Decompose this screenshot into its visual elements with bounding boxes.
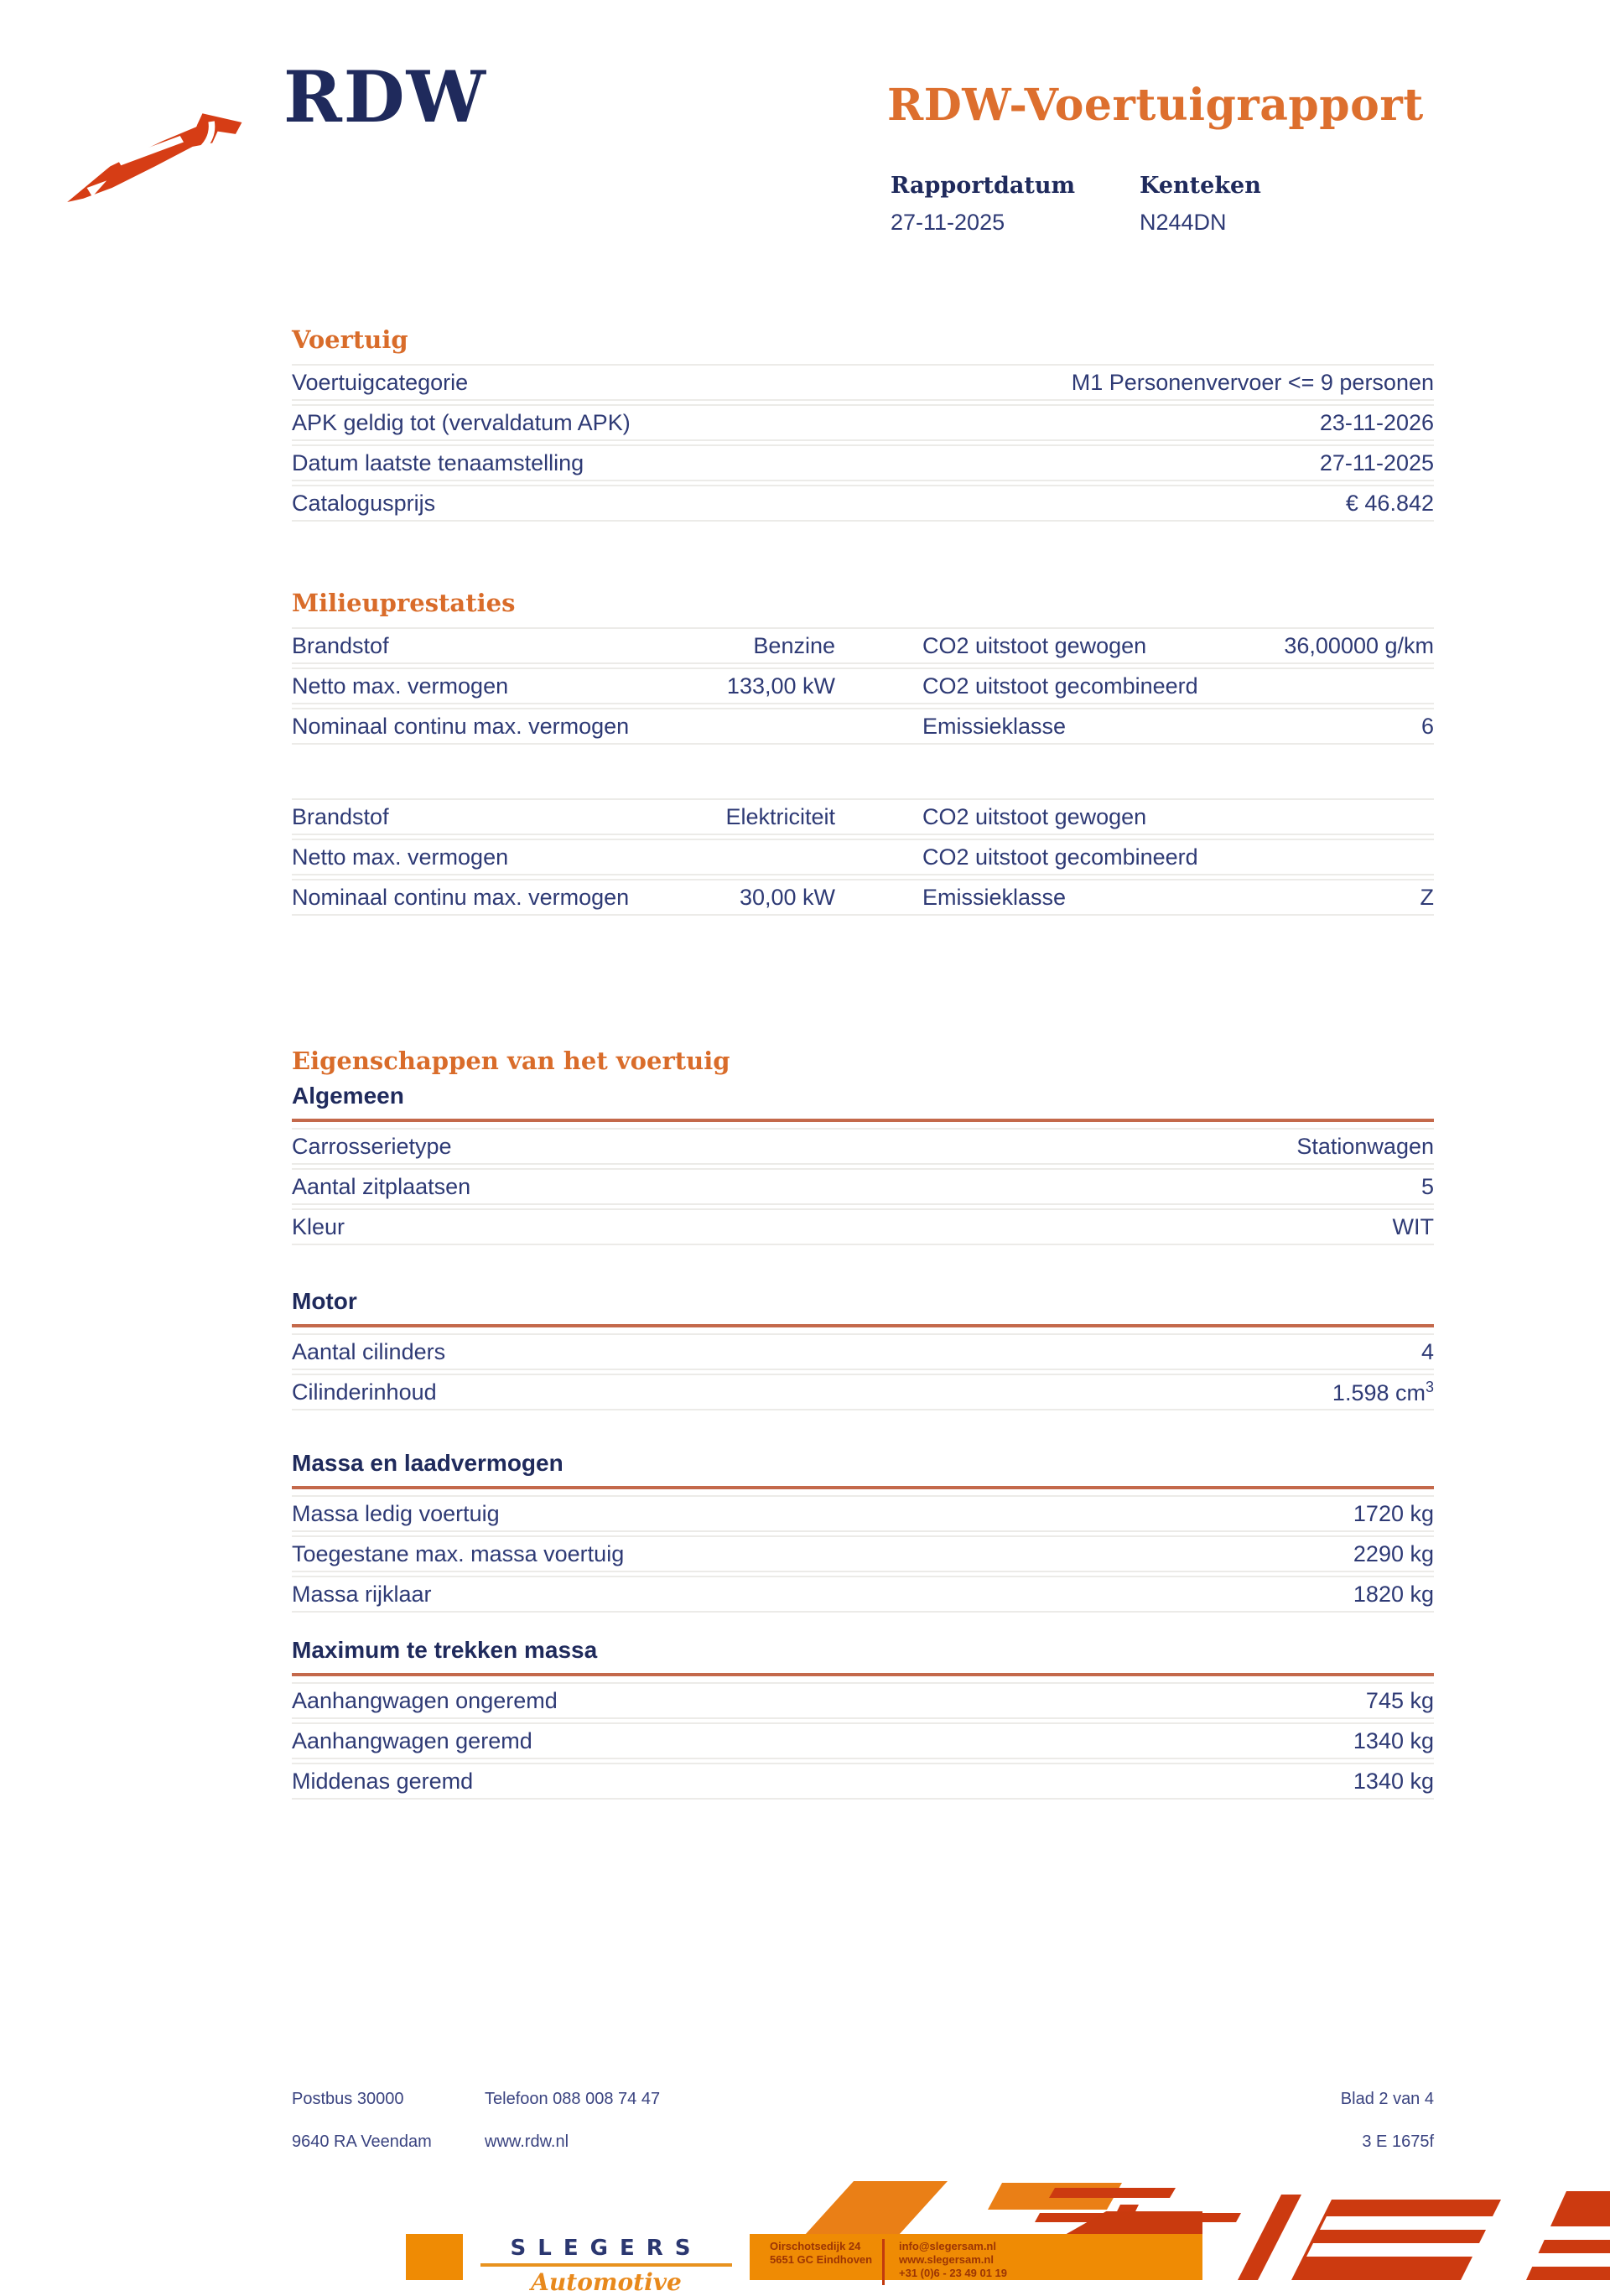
subsection-algemeen xyxy=(292,1128,1434,1245)
table-row xyxy=(292,839,1434,875)
footer-row xyxy=(292,2132,1434,2152)
table-row xyxy=(292,1763,1434,1800)
row-label: Aanhangwagen geremd xyxy=(292,1727,532,1753)
report-meta xyxy=(891,173,1389,236)
row-value: 1820 kg xyxy=(1353,1581,1434,1607)
rdw-feather-logo-icon xyxy=(65,99,262,212)
table-row xyxy=(292,1495,1434,1532)
section-voertuig xyxy=(292,325,1434,525)
footer-city: 9640 RA Veendam xyxy=(292,2132,432,2151)
slegers-website: www.slegersam.nl xyxy=(899,2253,994,2266)
report-date-block xyxy=(891,173,1140,236)
footer-phone: Telefoon 088 008 74 47 xyxy=(485,2090,661,2108)
table-row xyxy=(292,444,1434,481)
report-date-label: Rapportdatum xyxy=(891,173,1076,199)
table-row xyxy=(292,879,1434,916)
row-label: Brandstof xyxy=(292,632,389,658)
row-value: 1340 kg xyxy=(1353,1727,1434,1753)
slegers-tagline: Automotive xyxy=(531,2268,682,2296)
slegers-email: info@slegersam.nl xyxy=(899,2240,996,2252)
table-row xyxy=(292,1722,1434,1759)
subsection-heading-massa: Massa en laadvermogen xyxy=(292,1449,1434,1489)
footer-website-link[interactable]: www.rdw.nl xyxy=(485,2132,569,2151)
row-label: CO2 uitstoot gecombineerd xyxy=(922,673,1198,699)
table-row xyxy=(292,1333,1434,1370)
footer-page-number: Blad 2 van 4 xyxy=(1340,2090,1434,2108)
slegers-underline xyxy=(480,2263,732,2267)
slegers-address: Oirschotsedijk 24 5651 GC Eindhoven xyxy=(770,2240,873,2266)
table-row xyxy=(292,364,1434,401)
rdw-wordmark: RDW xyxy=(283,55,487,138)
row-label: Massa ledig voertuig xyxy=(292,1500,500,1526)
section-eigenschappen xyxy=(292,1047,1434,1803)
section-heading: Voertuig xyxy=(292,325,408,354)
slegers-phone: +31 (0)6 - 23 49 01 19 xyxy=(899,2267,1008,2279)
row-label: Datum laatste tenaamstelling xyxy=(292,449,584,475)
row-value: Elektriciteit xyxy=(725,803,835,829)
slegers-logo xyxy=(463,2234,750,2296)
row-label: Nominaal continu max. vermogen xyxy=(292,884,630,910)
row-value: Benzine xyxy=(753,632,835,658)
row-value: 23-11-2026 xyxy=(1319,409,1434,435)
row-label: Netto max. vermogen xyxy=(292,673,509,699)
superscript: 3 xyxy=(1425,1378,1434,1395)
row-label: Voertuigcategorie xyxy=(292,369,469,395)
row-value: 133,00 kW xyxy=(726,673,835,699)
row-value: WIT xyxy=(1392,1213,1434,1239)
row-label: Aantal cilinders xyxy=(292,1338,446,1364)
row-value: 1340 kg xyxy=(1353,1768,1434,1794)
row-label: Kleur xyxy=(292,1213,345,1239)
row-value: 745 kg xyxy=(1365,1687,1434,1713)
row-label: Cilinderinhoud xyxy=(292,1379,437,1405)
table-row xyxy=(292,668,1434,704)
footer-postbus: Postbus 30000 xyxy=(292,2090,404,2108)
subsection-trekken xyxy=(292,1682,1434,1800)
page-footer xyxy=(292,2090,1434,2175)
subsection-motor xyxy=(292,1333,1434,1410)
row-value: 30,00 kW xyxy=(739,884,835,910)
row-label: Middenas geremd xyxy=(292,1768,474,1794)
section-heading: Eigenschappen van het voertuig xyxy=(292,1047,730,1075)
row-label: CO2 uitstoot gewogen xyxy=(922,632,1147,658)
subsection-heading-motor: Motor xyxy=(292,1287,1434,1327)
row-label: Toegestane max. massa voertuig xyxy=(292,1540,625,1566)
license-plate-label: Kenteken xyxy=(1140,173,1261,199)
row-label: CO2 uitstoot gecombineerd xyxy=(922,844,1198,870)
page-title: RDW-Voertuigrapport xyxy=(887,80,1424,131)
row-label: Nominaal continu max. vermogen xyxy=(292,713,630,739)
row-label: Catalogusprijs xyxy=(292,490,436,516)
row-label: Aanhangwagen ongeremd xyxy=(292,1687,558,1713)
row-value: M1 Personenvervoer <= 9 personen xyxy=(1071,369,1434,395)
slegers-company-name: SLEGERS xyxy=(510,2236,703,2261)
row-value: 1.598 $cm^3$ xyxy=(1332,1378,1434,1405)
row-value: 5 xyxy=(1420,1173,1434,1199)
footer-row xyxy=(292,2090,1434,2109)
subsection-massa xyxy=(292,1495,1434,1613)
table-row xyxy=(292,1682,1434,1719)
row-label: APK geldig tot (vervaldatum APK) xyxy=(292,409,631,435)
footer-doc-code: 3 E 1675f xyxy=(1362,2132,1434,2151)
row-label: Massa rijklaar xyxy=(292,1581,432,1607)
row-label: Brandstof xyxy=(292,803,389,829)
row-value: 2290 kg xyxy=(1353,1540,1434,1566)
section-heading: Milieuprestaties xyxy=(292,589,516,617)
table-row xyxy=(292,1535,1434,1572)
subsection-heading-algemeen: Algemeen xyxy=(292,1082,1434,1122)
row-value: € 46.842 xyxy=(1345,490,1434,516)
row-label: Emissieklasse xyxy=(922,713,1067,739)
row-value: 6 xyxy=(1420,713,1434,739)
fuel-table-elektriciteit xyxy=(292,798,1434,916)
table-row xyxy=(292,404,1434,441)
row-label: Emissieklasse xyxy=(922,884,1067,910)
address-divider xyxy=(882,2239,885,2285)
row-label: Carrosserietype xyxy=(292,1133,452,1159)
row-value: 4 xyxy=(1420,1338,1434,1364)
license-plate-value: N244DN xyxy=(1140,210,1227,235)
row-value: 1720 kg xyxy=(1353,1500,1434,1526)
subsection-heading-trekken: Maximum te trekken massa xyxy=(292,1636,1434,1676)
table-row xyxy=(292,485,1434,522)
report-date-value: 27-11-2025 xyxy=(891,210,1005,235)
row-label: CO2 uitstoot gewogen xyxy=(922,803,1147,829)
row-value: Stationwagen xyxy=(1296,1133,1434,1159)
banner-orange-bar xyxy=(406,2234,463,2280)
row-label: Aantal zitplaatsen xyxy=(292,1173,471,1199)
row-value: 27-11-2025 xyxy=(1319,449,1434,475)
license-plate-block xyxy=(1140,173,1389,236)
table-row xyxy=(292,1208,1434,1245)
table-row xyxy=(292,1168,1434,1205)
slegers-address-box xyxy=(750,2234,1202,2280)
table-row xyxy=(292,1128,1434,1165)
fuel-table-benzine xyxy=(292,627,1434,745)
table-row xyxy=(292,708,1434,745)
section-milieuprestaties xyxy=(292,589,1434,919)
row-label: Netto max. vermogen xyxy=(292,844,509,870)
table-row xyxy=(292,798,1434,835)
row-value: Z xyxy=(1420,884,1434,910)
row-value: 36,00000 g/km xyxy=(1284,632,1434,658)
slegers-contact xyxy=(899,2240,1007,2280)
table-row xyxy=(292,1374,1434,1410)
table-row xyxy=(292,627,1434,664)
table-row xyxy=(292,1576,1434,1613)
